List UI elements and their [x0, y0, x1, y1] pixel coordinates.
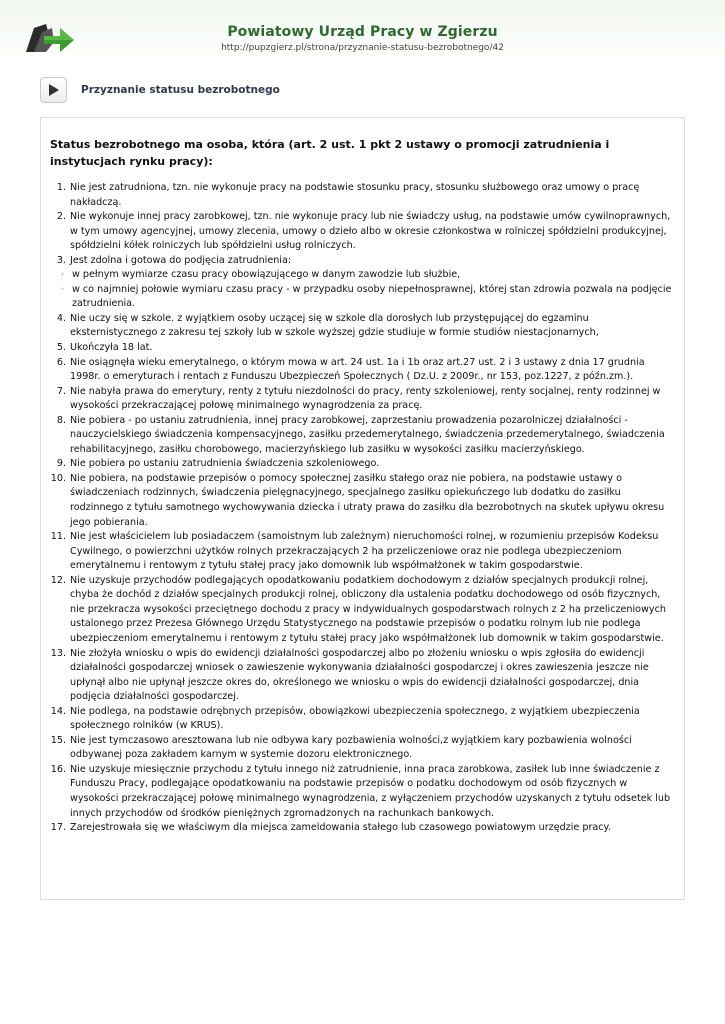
- item-number: 16.: [50, 763, 66, 775]
- list-item: [50, 385, 676, 414]
- list-item: [50, 763, 676, 821]
- item-number: 10.: [50, 472, 66, 484]
- sub-list-item: [60, 283, 676, 312]
- site-title: Powiatowy Urząd Pracy w Zgierzu: [227, 24, 498, 40]
- list-item: [50, 530, 676, 574]
- item-text: Nie uzyskuje miesięcznie przychodu z tytułu innego niż zatrudnienie, inna praca zarobkowa, zasiłek lub inne świadczenie z Funduszu Pracy, podlegające opodatkowaniu na podstawie przepisów o podatku dochodowym od osób fizycznych w wysokości przekraczającej połowę minimalnego wynagrodzenia, z wyłączeniem przychodów uzyskanych z tytułu odsetek lub innych przychodów od środków pieniężnych zgromadzonych na rachunkach bankowych.: [70, 763, 671, 819]
- list-item: [50, 312, 676, 341]
- item-text: Nie pobiera, na podstawie przepisów o pomocy społecznej zasiłku stałego oraz nie pobiera, na podstawie ustawy o świadczeniach rodzinnych, świadczenia pielęgnacyjnego, specjalnego zasiłku opiekuńczego lub dodatku do zasiłku rodzinnego z tytułu samotnego wychowywania dziecka i utraty prawa do zasiłku dla bezrobotnych na skutek upływu okresu jego pobierania.: [70, 472, 665, 528]
- item-text: Jest zdolna i gotowa do podjęcia zatrudnienia:: [70, 254, 292, 266]
- item-number: 4.: [56, 312, 66, 324]
- item-number: 6.: [56, 356, 66, 368]
- circle-bullet-icon: ◦: [60, 284, 65, 294]
- item-number: 11.: [50, 531, 66, 543]
- play-button[interactable]: [40, 77, 67, 103]
- item-number: 14.: [50, 705, 66, 717]
- sub-item-text: w pełnym wymiarze czasu pracy obowiązującego w danym zawodzie lub służbie,: [72, 269, 461, 281]
- item-text: Nie jest tymczasowo aresztowana lub nie odbywa kary pozbawienia wolności,z wyjątkiem kary pozbawienia wolności odbywanej poza zakładem karnym w systemie dozoru elektronicznego.: [70, 734, 632, 761]
- item-text: Nie jest zatrudniona, tzn. nie wykonuje pracy na podstawie stosunku pracy, stosunku służbowego oraz umowy o pracę nakładczą.: [70, 182, 640, 208]
- item-text: Ukończyła 18 lat.: [70, 342, 153, 354]
- list-item: [50, 181, 676, 210]
- circle-bullet-icon: ◦: [60, 270, 65, 280]
- item-number: 13.: [50, 647, 66, 659]
- item-text: Nie uczy się w szkole. z wyjątkiem osoby uczącej się w szkole dla dorosłych lub przystępującej do egzaminu eksternistycznego z zakresu tej szkoły lub w szkole wyższej gdzie studiuje w formie studiów niestacjonarnych,: [70, 312, 599, 339]
- item-number: 5.: [56, 342, 66, 354]
- list-item: [50, 210, 676, 254]
- page-url: http://pupzgierz.pl/strona/przyznanie-statusu-bezrobotnego/42: [221, 43, 504, 53]
- item-number: 12.: [50, 574, 66, 586]
- item-text: Nie podlega, na podstawie odrębnych przepisów, obowiązkowi ubezpieczenia społecznego, z wyjątkiem ubezpieczenia społecznego rolników (w KRUS).: [70, 705, 640, 732]
- item-text: Nie złożyła wniosku o wpis do ewidencji działalności gospodarczej albo po złożeniu wniosku o wpis zgłosiła do ewidencji działalności gospodarczej wniosek o zawieszenie wykonywania działalności gospodarczej i okres zawieszenia jeszcze nie upłynął albo nie upłynął jeszcze okres do, określonego we wniosku o wpis do ewidencji działalności gospodarczej, dnia podjęcia działalności gospodarczej.: [70, 647, 649, 703]
- item-number: 15.: [50, 734, 66, 746]
- list-item: [50, 356, 676, 385]
- list-item: [50, 414, 676, 458]
- list-item: [50, 254, 676, 312]
- criteria-list: [50, 181, 676, 836]
- item-text: Nie osiągnęła wieku emerytalnego, o którym mowa w art. 24 ust. 1a i 1b oraz art.27 ust. 2 i 3 ustawy z dnia 17 grudnia 1998r. o emeryturach i rentach z Funduszu Ubezpieczeń Społecznych ( Dz.U. z 2009r., nr 153, poz.1227, z późn.zm.).: [70, 356, 645, 383]
- page-heading: Przyznanie statusu bezrobotnego: [81, 84, 280, 96]
- item-text: Nie jest właścicielem lub posiadaczem (samoistnym lub zależnym) nieruchomości rolnej, w rozumieniu przepisów Kodeksu Cywilnego, o powierzchni użytków rolnych przekraczających 2 ha przeliczeniowe oraz nie podlega ubezpieczeniom emerytalnemu i rentowym z tytułu stałej pracy jako domownik lub współmałżonek w takim gospodarstwie.: [70, 531, 659, 572]
- list-item: [50, 821, 676, 836]
- list-item: [50, 457, 676, 472]
- list-item: [50, 705, 676, 734]
- item-number: 17.: [50, 822, 66, 834]
- item-text: Nie wykonuje innej pracy zarobkowej, tzn. nie wykonuje pracy lub nie świadczy usług, na podstawie umów cywilnoprawnych, w tym umowy agencyjnej, umowy zlecenia, umowy o dzieło albo w okresie członkostwa w rolniczej spółdzielni produkcyjnej, spółdzielni kółek rolniczych lub spółdzielni usług rolniczych.: [70, 211, 671, 252]
- list-item: [50, 574, 676, 647]
- sub-list: [60, 268, 676, 312]
- item-number: 9.: [56, 458, 66, 470]
- sub-list-item: [60, 268, 676, 283]
- item-text: Nie pobiera - po ustaniu zatrudnienia, innej pracy zarobkowej, zaprzestaniu prowadzenia pozarolniczej działalności - nauczycielskiego świadczenia kompensacyjnego, zasiłku przedemerytalnego, świadczenia przedemerytalnego, świadczenia rehabilitacyjnego, zasiłku chorobowego, macierzyńskiego lub zasiłku w wysokości zasiłku macierzyńskiego.: [70, 414, 665, 455]
- item-number: 8.: [56, 414, 66, 426]
- item-text: Nie pobiera po ustaniu zatrudnienia świadczenia szkoleniowego.: [70, 458, 380, 470]
- sub-item-text: w co najmniej połowie wymiaru czasu pracy - w przypadku osoby niepełnosprawnej, której stan zdrowia pozwala na podjęcie zatrudnienia.: [72, 283, 672, 310]
- list-item: [50, 472, 676, 530]
- item-number: 1.: [56, 182, 66, 193]
- list-item: [50, 734, 676, 763]
- item-text: Nie uzyskuje przychodów podlegających opodatkowaniu podatkiem dochodowym z działów specjalnych produkcji rolnej, chyba że dochód z działów specjalnych produkcji rolnej, obliczony dla ustalenia podatku dochodowego od osób fizycznych, nie przekracza wysokości przeciętnego dochodu z pracy w indywidualnych gospodarstwach rolnych z 2 ha przeliczeniowych ustalonego przez Prezesa Głównego Urzędu Statystycznego na podstawie przepisów o podatku rolnym lub nie podlega ubezpieczeniom emerytalnemu i rentowym z tytułu stałej pracy jako współmałżonek lub domownik w takim gospodarstwie.: [70, 574, 666, 644]
- item-number: 2.: [56, 211, 66, 223]
- play-arrow-icon: [49, 84, 59, 96]
- item-text: Zarejestrowała się we właściwym dla miejsca zameldowania stałego lub czasowego powiatowym urzędzie pracy.: [70, 822, 611, 834]
- list-item: [50, 647, 676, 705]
- lead-paragraph: Status bezrobotnego ma osoba, która (art. 2 ust. 1 pkt 2 ustawy o promocji zatrudnienia i instytucjach rynku pracy):: [50, 138, 610, 168]
- item-number: 7.: [56, 385, 66, 397]
- list-item: [50, 341, 676, 356]
- item-number: 3.: [56, 254, 66, 266]
- item-text: Nie nabyła prawa do emerytury, renty z tytułu niezdolności do pracy, renty szkoleniowej, renty socjalnej, renty rodzinnej w wysokości przekraczającej połowę minimalnego wynagrodzenia za pracę.: [70, 385, 661, 412]
- site-header: [0, 0, 725, 62]
